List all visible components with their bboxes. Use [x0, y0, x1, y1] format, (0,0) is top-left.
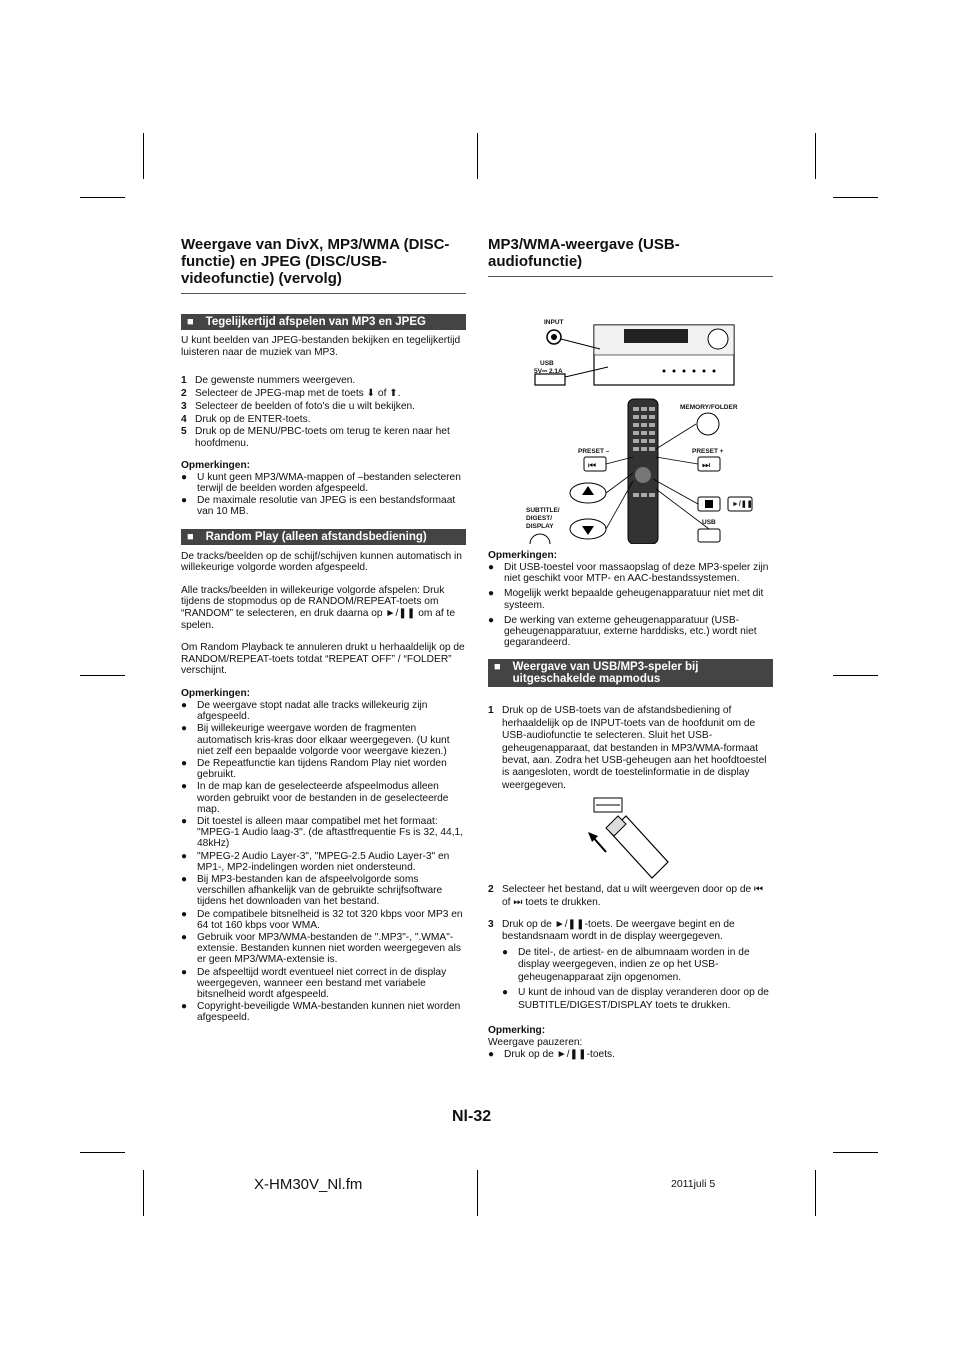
notes-list [181, 700, 466, 1024]
device-diagram [488, 289, 773, 544]
preset-plus-label: PRESET + [692, 448, 724, 455]
crop-mark [815, 133, 816, 179]
paragraph: Alle tracks/beelden in willekeurige volgorde afspelen: Druk tijdens de stopmodus op de RANDOM/REPEAT-toets om “RANDOM” te selecteren, en druk daarna op ►/❚❚ om af te spelen. [181, 584, 456, 631]
notes-list [488, 562, 773, 648]
list-item: 2 Selecteer de JPEG-map met de toets ⬇ of ⬆. [181, 387, 401, 399]
list-item: 3 Druk op de ►/❚❚-toets. De weergave begint en de bestandsnaam wordt in de display weergegeven. [488, 919, 735, 943]
page-number: Nl-32 [452, 1108, 492, 1125]
skip-forward-icon: ⏭ [702, 461, 711, 471]
memory-folder-label: MEMORY/FOLDER [680, 404, 738, 411]
page-title: Weergave van DivX, MP3/WMA (DISC-functie) en JPEG (DISC/USB-videofunctie) (vervolg) [181, 236, 466, 294]
list-item: ● De afspeeltijd wordt eventueel niet correct in de display weergegeven, wanneer een bestand met variabele bitsnelheid wordt afgespeeld. [181, 966, 447, 1001]
skip-back-icon: ⏮ [588, 461, 597, 471]
list-item: 4 Druk op de ENTER-toets. [181, 413, 311, 425]
steps-list [488, 919, 773, 944]
steps-list [488, 705, 773, 792]
diagram-drawing [488, 289, 773, 544]
memory-folder-button [697, 413, 719, 435]
crop-mark [80, 675, 125, 676]
note-label: Opmerking: [488, 1024, 546, 1036]
crop-mark [477, 133, 478, 179]
list-item: ● In de map kan de geselecteerde afspeelmodus alleen worden gebruikt voor de bestanden in de geselecteerde map. [181, 781, 449, 815]
list-item: ● Dit USB-toestel voor massaopslag of deze MP3-speler zijn niet geschikt voor MTP- en AAC-bestandssystemen. [488, 562, 769, 585]
list-item: ● U kunt geen MP3/WMA-mappen of –bestanden selecteren terwijl de beelden worden afgespeeld. [181, 471, 461, 494]
crop-mark [143, 133, 144, 179]
list-item: ● De weergave stopt nadat alle tracks willekeurig zijn afgespeeld. [181, 699, 428, 723]
list-item: ● Bij MP3-bestanden kan de afspeelvolgorde soms verschillen afhankelijk van de gebruikte schrijfsoftware tijdens het downloaden van het bestand. [181, 873, 443, 908]
list-item: ● Bij willekeurige weergave worden de fragmenten automatisch kris-kras door elkaar weergegeven. (U kunt niet zelf een bepaalde volgorde voor weergave kiezen.) [181, 723, 450, 757]
input-button-dot [551, 334, 557, 340]
display-window [624, 329, 688, 343]
section-heading: ■ Random Play (alleen afstandsbediening) [181, 529, 466, 545]
list-item: 2 Selecteer het bestand, dat u wilt weergeven door op de ⏮ of ⏭ toets te drukken. [488, 884, 764, 908]
intro-text: U kunt beelden van JPEG-bestanden bekijken en tegelijkertijd luisteren naar de muziek van MP3. [181, 335, 461, 358]
list-item: ● Druk op de ►/❚❚-toets. [488, 1048, 615, 1060]
paragraph: Om Random Playback te annuleren drukt u herhaaldelijk op de RANDOM/REPEAT-toets totdat “REPEAT OFF” / “FOLDER” verschijnt. [181, 642, 465, 677]
usb-stick-illustration [488, 792, 773, 884]
section-heading: ■ Weergave van USB/MP3-speler bij uitgeschakelde mapmodus [488, 659, 773, 687]
crop-mark [477, 1170, 478, 1216]
crop-mark [143, 1170, 144, 1216]
crop-mark [80, 197, 125, 198]
footer-filename: X-HM30V_Nl.fm [254, 1176, 363, 1193]
list-item: ● Dit toestel is alleen maar compatibel met het formaat: "MPEG-1 Audio laag-3". (de aftastfrequentie Fs is 32, 44,1, 48kHz) [181, 815, 464, 850]
usb-stick-drawing [488, 792, 773, 884]
section-heading: ■ Tegelijkertijd afspelen van MP3 en JPEG [181, 314, 466, 330]
usb-port-label: USB [540, 360, 554, 367]
steps-list [181, 375, 466, 449]
steps-list [488, 884, 773, 909]
list-item: ● De compatibele bitsnelheid is 32 tot 320 kbps voor MP3 en 64 tot 160 kbps voor WMA. [181, 908, 463, 931]
notes-list [488, 947, 773, 1012]
footer-date: 2011juli 5 [671, 1178, 716, 1190]
crop-mark [833, 197, 878, 198]
crop-mark [80, 1152, 125, 1153]
usb-rating-label: 5V⎓ 2.1A [534, 368, 563, 375]
list-item: 1 De gewenste nummers weergeven. [181, 375, 356, 387]
right-column [488, 236, 773, 1061]
section-title: MP3/WMA-weergave (USB-audiofunctie) [488, 236, 773, 277]
list-item: ● U kunt de inhoud van de display veranderen door op de SUBTITLE/DIGEST/DISPLAY toets te drukken. [502, 987, 769, 1011]
list-item: ● De Repeatfunctie kan tijdens Random Play niet worden gebruikt. [181, 757, 447, 781]
stop-icon [705, 500, 713, 508]
list-item: ● Mogelijk werkt bepaalde geheugenapparatuur niet met dit systeem. [488, 588, 764, 611]
play-pause-label: ►/❚❚ [732, 501, 753, 508]
list-item: ● De werking van externe geheugenapparatuur (USB-geheugenapparatuur, externe harddisks, etc.) wordt niet gegarandeerd. [488, 614, 757, 649]
left-column [181, 236, 466, 1025]
notes-list [488, 1049, 773, 1060]
crop-mark [833, 675, 878, 676]
list-item: ● Copyright-beveiligde WMA-bestanden kunnen niet worden afgespeeld. [181, 1001, 461, 1024]
list-item: 1 Druk op de USB-toets van de afstandsbediening of herhaaldelijk op de INPUT-toets van de hoofdunit om de USB-audiofunctie te selecteren. Sluit het USB-geheugenapparaat, dat bestanden in MP3/WMA-formaat bevat, aan. Zodra het USB-geheugen aan het hoofdtoestel is aangesloten, wordt de toestelinformatie in de display weergegeven. [488, 705, 767, 791]
list-item: ● De titel-, de artiest- en de albumnaam worden in de display weergegeven, indien ze op het USB-geheugenapparaat zijn opgenomen. [502, 946, 750, 983]
notes-label: Opmerkingen: [181, 687, 251, 699]
usb-button-label: USB [702, 519, 716, 526]
note-text: Weergave pauzeren: [488, 1036, 583, 1048]
input-label: INPUT [544, 319, 564, 326]
usb-remote-button [698, 529, 720, 542]
volume-knob [708, 329, 728, 349]
notes-list [181, 472, 466, 518]
preset-minus-label: PRESET – [578, 448, 610, 455]
list-item: 3 Selecteer de beelden of foto's die u wilt bekijken. [181, 400, 415, 412]
crop-mark [815, 1170, 816, 1216]
notes-label: Opmerkingen: [488, 550, 558, 561]
subtitle-button [530, 534, 550, 544]
list-item: ● De maximale resolutie van JPEG is een bestandsformaat van 10 MB. [181, 495, 456, 518]
list-item: ● Gebruik voor MP3/WMA-bestanden de ".MP3"-, ".WMA"-extensie. Bestanden kunnen niet worden weergegeven als er geen MP3/WMA-extensie is. [181, 932, 461, 966]
crop-mark [833, 1152, 878, 1153]
list-item: 5 Druk op de MENU/PBC-toets om terug te keren naar het hoofdmenu. [181, 426, 450, 449]
list-item: ● "MPEG-2 Audio Layer-3", "MPEG-2.5 Audio Layer-3" en MP1-, MP2-indelingen worden niet ondersteund. [181, 850, 450, 873]
paragraph: De tracks/beelden op de schijf/schijven kunnen automatisch in willekeurige volgorde worden afgespeeld. [181, 550, 462, 574]
notes-label: Opmerkingen: [181, 459, 251, 471]
subtitle-label: SUBTITLE/ DIGEST/ DISPLAY [526, 507, 560, 530]
